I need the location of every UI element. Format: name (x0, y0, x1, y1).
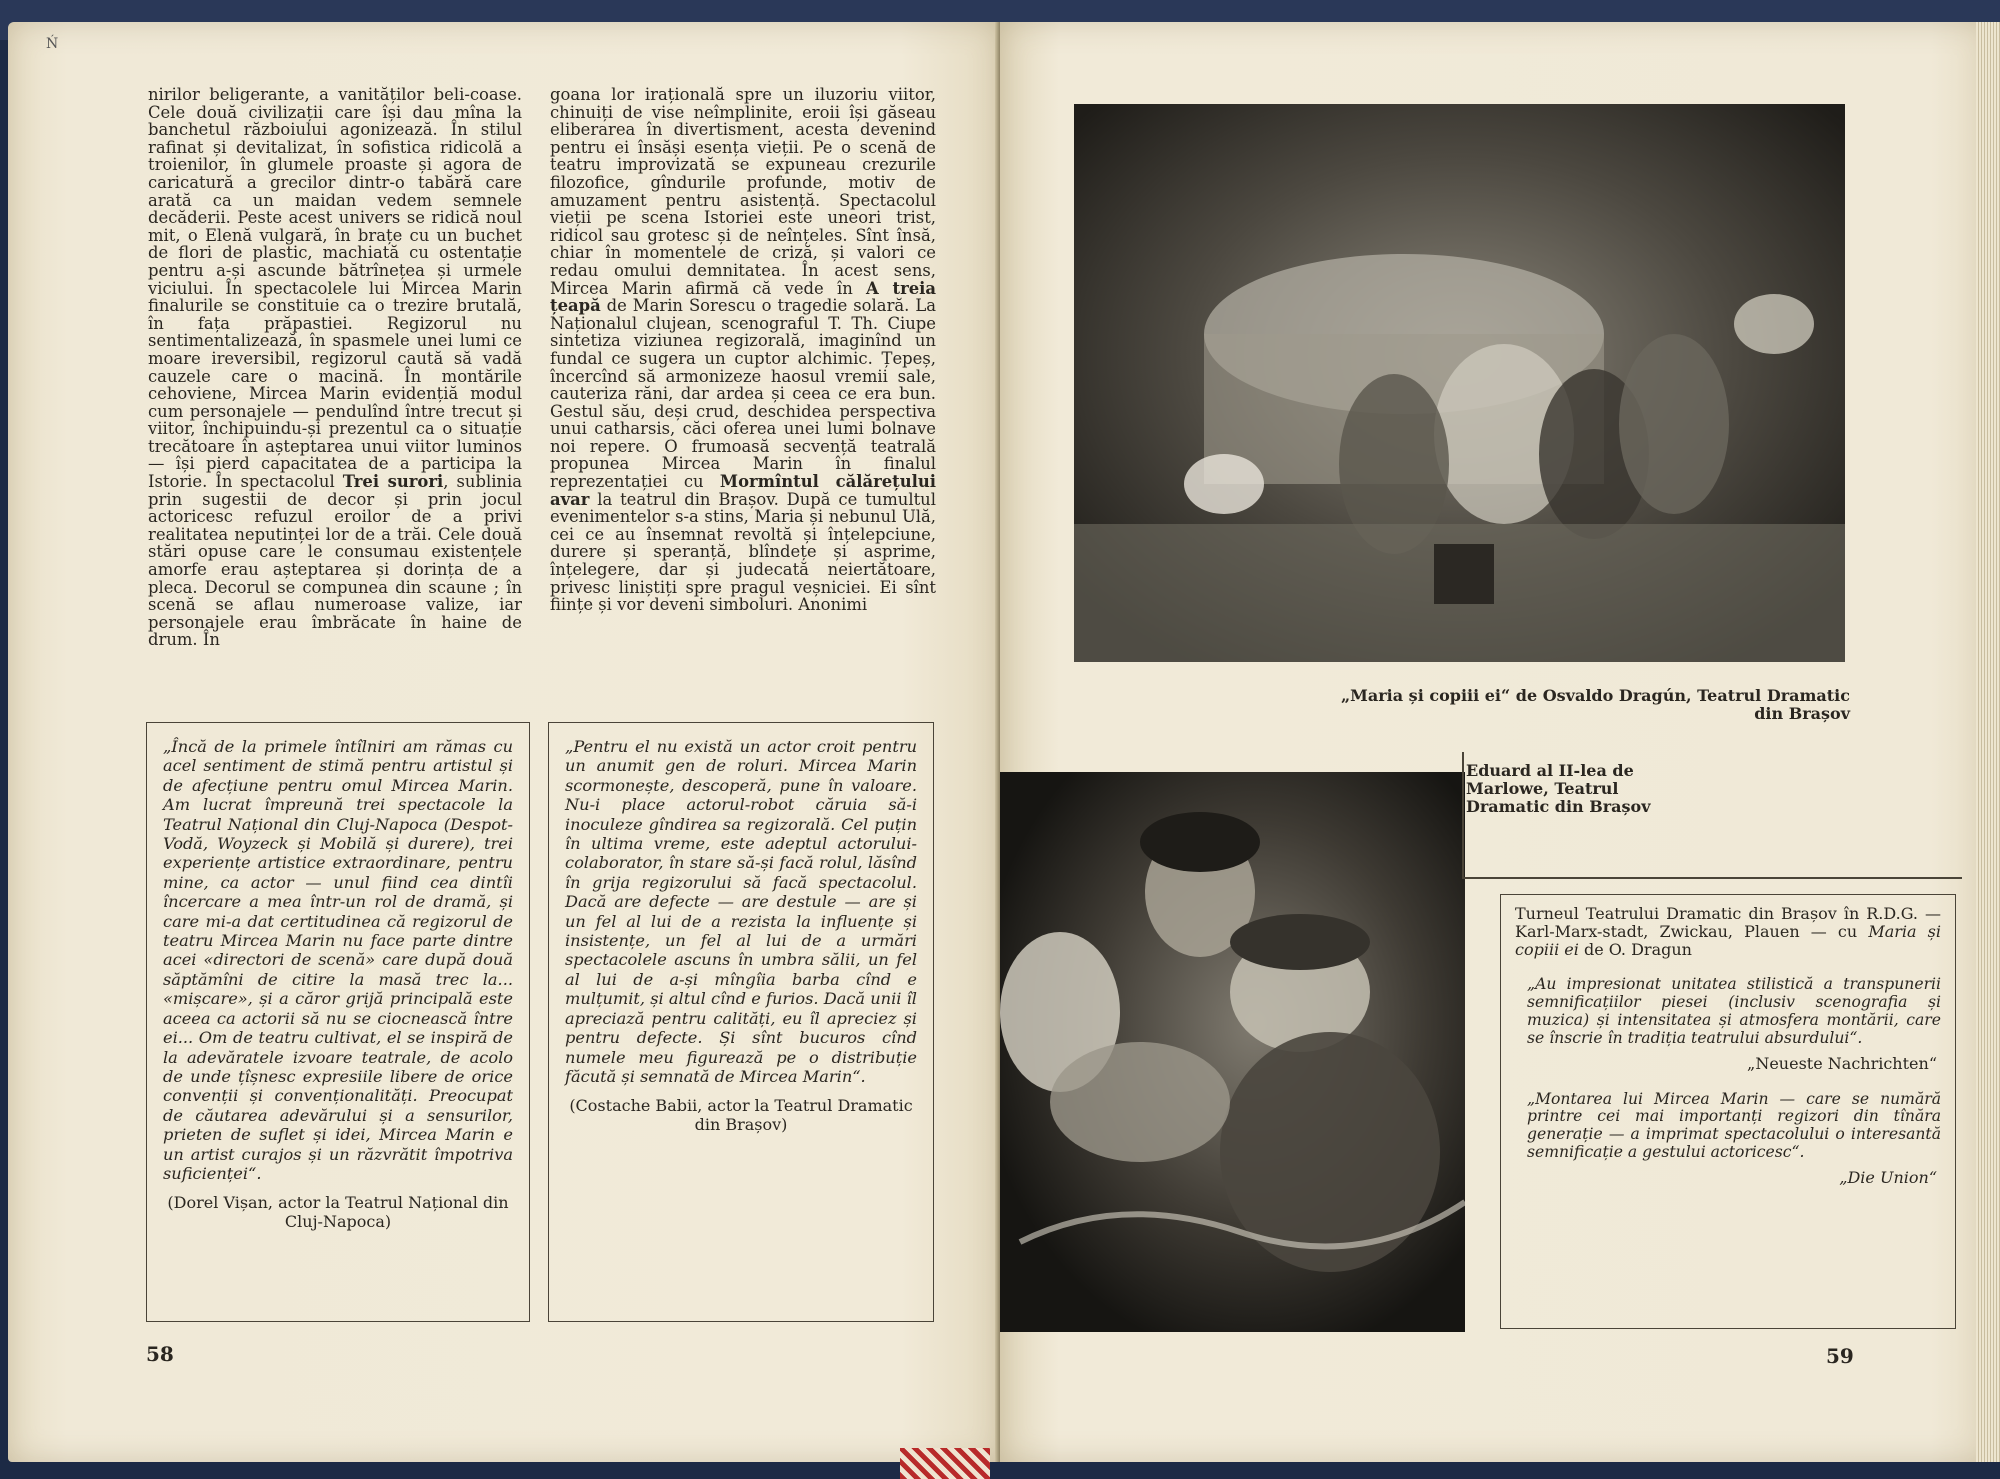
review-quote-neueste-nachrichten: „Au impresionat unitatea stilistică a transpunerii semnificațiilor piesei (inclusiv scenografia și muzica) și intensitatea și atmosfera montării, care se înscrie în tradiția teatrului absurdului“. (1527, 975, 1941, 1047)
tour-intro-text: Turneul Teatrului Dramatic din Brașov în R.D.G. — Karl-Marx-stadt, Zwickau, Plauen — cu (1515, 904, 1941, 941)
quote-text: „Pentru el nu există un actor croit pentru un anumit gen de roluri. Mircea Marin scormonește, descoperă, pune în valoare. Nu-i place actorul-robot căruia să-i inoculeze gîndirea sa regizorală. Cel puțin în ultima vreme, este adeptul actorului-colaborator, în stare să-și facă rolul, lăsînd în grija regizorului să facă spectacolul. Dacă are defecte — are destule — are și un fel al lui de a rezista la influențe și insistențe, un fel al lui de a urmări spectacolele ascuns în umbra sălii, un fel al lui de a-și mîngîia barba cînd e mulțumit, și altul cînd e furios. Dacă unii îl apreciază pentru calități, eu îl apreciez și pentru defecte. Și sînt bucuros cînd numele meu figurează pe o distribuție făcută și semnată de Mircea Marin“. (565, 737, 917, 1086)
quote-text: „Încă de la primele întîlniri am rămas cu acel sentiment de stimă pentru artistul și de afecțiune pentru omul Mircea Marin. Am lucrat împreună trei spectacole la Teatrul Național din Cluj-Napoca (Despot-Vodă, Woyzeck și Mobilă și durere), trei experiențe artistice extraordinare, pentru mine, ca actor — unul fiind cea dintîi încercare a mea într-un rol de dramă, și care mi-a dat certitudinea că regizorul de teatru Mircea Marin nu face parte dintre acei «directori de scenă» care după două săptămîni de citire la masă trec la... «mișcare», și a căror grijă principală este aceea ca actorii să nu se ciocnească între ei... Om de teatru cultivat, el se inspiră de la adevăratele izvoare teatrale, de acolo de unde țîșnesc expresiile libere de orice convenții și convenționalități. Preocupat de căutarea adevărului și a sensurilor, prieten de suflet și idei, Mircea Marin e un artist curajos și un răzvrătit împotriva suficienței“. (163, 737, 513, 1183)
title-a-treia-teapa: A treia țeapă (550, 278, 937, 316)
page-number: 59 (1826, 1344, 1854, 1368)
column1-text-b: , sublinia prin sugestii de decor și prin jocul actoricesc refuzul eroilor de a privi realitatea neputinței lor de a trăi. Cele două stări opuse care le consumau existențele amorfe erau așteptarea și dorința de a pleca. Decorul se compunea din scaune ; în scenă se aflau numeroase valize, iar personajele erau îmbrăcate în haine de drum. În (148, 472, 523, 650)
column2-text-c: la teatrul din Brașov. După ce tumultul evenimentelor s-a stins, Maria și nebunul Ulă, cei ce au însemnat revoltă și înțelepciune, durere și speranță, blîndețe și asprime, înțelegere, dar și judecată neiertătoare, privesc liniștiți spre pragul veșniciei. Ei sînt ființe și vor deveni simboluri. Anonimi (550, 489, 936, 615)
column1-text-a: nirilor beligerante, a vanităților beli-coase. Cele două civilizații care își dau mîna la banchetul războiului agonizează. În stilul rafinat și devitalizat, în sofistica ridicolă a troienilor, în glumele proaste și agora de caricatură a grecilor dintr-o tabără care arată ca un maidan vedem semnele decăderii. Peste acest univers se ridică noul mit, o Elenă vulgară, în brațe cu un buchet de flori de plastic, machiată cu ostentație pentru a-și ascunde bătrînețea și urmele viciului. În spectacolele lui Mircea Marin finalurile se constituie ca o trezire brutală, în fața prăpastiei. Regizorul nu sentimentalizează, în spasmele unei lumi ce moare ireversibil, regizorul caută să vadă cauzele care o macină. În montările cehoviene, Mircea Marin evidențiă modul cum personajele — pendulînd între trecut și viitor, închipuindu-și prezentul ca o situație trecătoare în așteptarea unui viitor luminos — își pierd capacitatea de a participa la Istorie. În spectacolul (148, 85, 522, 492)
margin-mark: Ń (46, 36, 59, 52)
quote-author: (Costache Babii, actor la Teatrul Dramatic din Brașov) (569, 1096, 913, 1135)
review-quote-die-union: „Montarea lui Mircea Marin — care se numără printre cei mai importanți regizori din tînăra generație — a imprimat spectacolului o interesantă semnificație a gestului actoricesc“. (1527, 1089, 1941, 1161)
review-source-die-union: „Die Union“ (1839, 1167, 1937, 1187)
stage-photo-eduard (1000, 772, 1465, 1332)
page-number: 58 (146, 1342, 174, 1366)
column2-text-a: goana lor irațională spre un iluzoriu viitor, chinuiți de vise neîmplinite, eroii își găseau eliberarea în divertisment, acesta devenind pentru ei însăși esența vieții. Pe o scenă de teatru improvizată se expuneau crezurile filozofice, gîndurile profunde, motiv de amuzament pentru asistență. Spectacolul vieții pe scena Istoriei este uneori trist, ridicol sau grotesc și de neînțeles. Sînt însă, chiar în momentele de criză, și valori ce redau omului demnitatea. În acest sens, Mircea Marin afirmă că vede în (550, 85, 936, 298)
photo2-caption: Eduard al II-lea de Marlowe, Teatrul Dramatic din Brașov (1466, 761, 1651, 816)
stage-photo-maria (1074, 104, 1845, 662)
stage-photo-eduard-image (1000, 772, 1465, 1332)
tour-intro-author: de O. Dragun (1578, 939, 1692, 959)
left-page (8, 22, 1000, 1462)
article-column-2 (550, 86, 936, 614)
stage-photo-maria-image (1074, 104, 1845, 662)
quote-box-costache-babii (548, 722, 934, 1322)
article-column-1 (148, 86, 522, 649)
page-edges (1976, 22, 2000, 1462)
title-trei-surori: Trei surori (342, 472, 444, 492)
quote-box-dorel-visan (146, 722, 530, 1322)
reviews-box (1500, 894, 1956, 1329)
quote-author: (Dorel Vișan, actor la Teatrul Național din Cluj-Napoca) (167, 1193, 509, 1232)
title-mormintul-calaretului-avar: Mormîntul călărețului avar (550, 472, 936, 509)
column2-text-b: de Marin Sorescu o tragedie solară. La Naționalul clujean, scenograful T. Th. Ciupe sintetiza viziunea regizorală, imaginînd un fundal ce sugera un cuptor alchimic. Țepeș, încercînd să armonizeze haosul vremii sale, cauteriza răni, dar ardea și ceea ce era bun. Gestul său, deși crud, deschidea perspectiva unui catharsis, căci oferea unei lumi bolnave noi repere. O frumoasă secvență teatrală propunea Mircea Marin în finalul reprezentației cu (550, 296, 936, 492)
tour-intro (1515, 905, 1941, 958)
photo1-caption: „Maria și copiii ei“ de Osvaldo Dragún, Teatrul Dramatic din Brașov (1340, 686, 1850, 723)
right-page (1000, 22, 1990, 1462)
tour-play-title: Maria și copiii ei (1515, 921, 1942, 959)
bookmark-ribbon (900, 1448, 990, 1479)
separator-line-vertical (1462, 752, 1464, 877)
review-source-neueste-nachrichten: „Neueste Nachrichten“ (1747, 1053, 1937, 1073)
separator-line (1462, 877, 1962, 879)
